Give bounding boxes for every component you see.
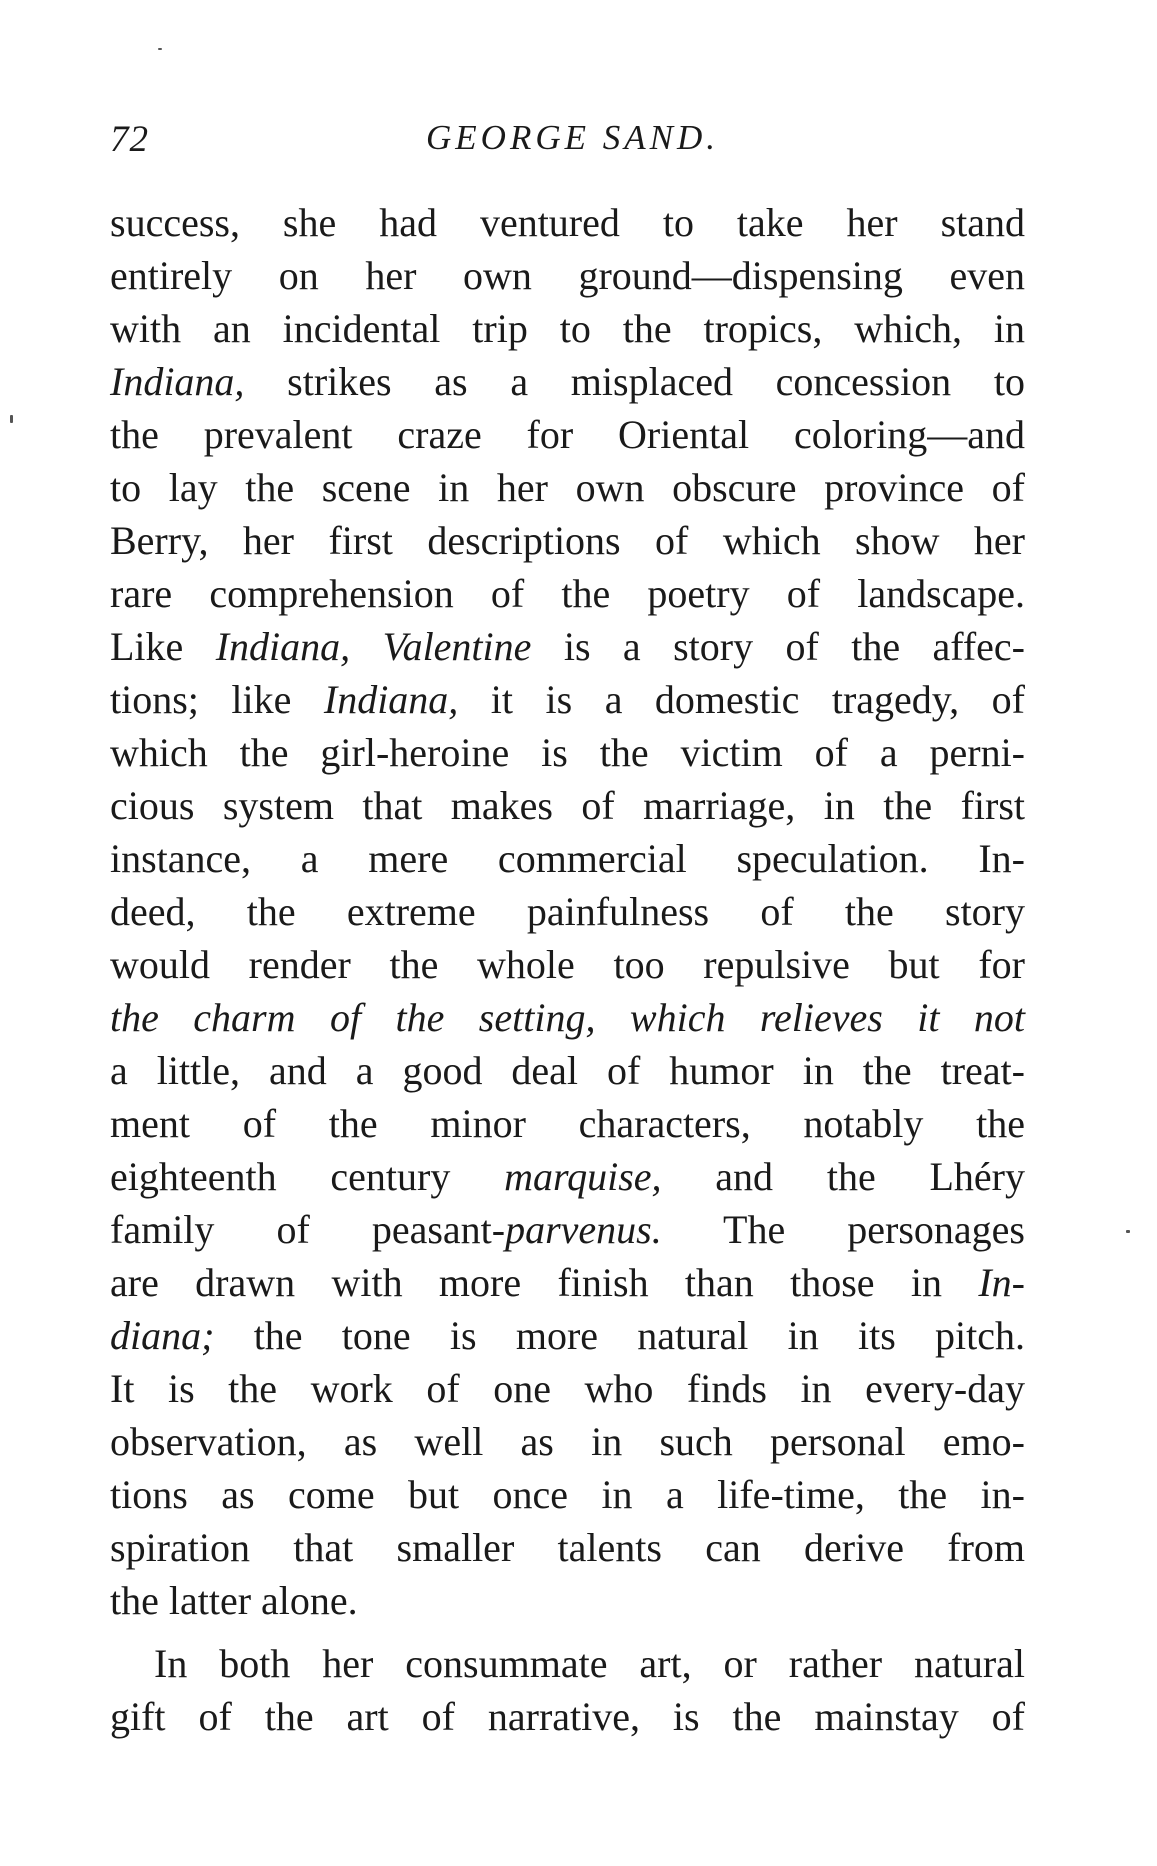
text-run: spiration that smaller talents can derive from bbox=[110, 1525, 1025, 1570]
text-run: strikes as a misplaced concession to bbox=[244, 359, 1025, 404]
italic-text: In- bbox=[978, 1260, 1025, 1305]
text-run: which the girl-heroine is the victim of a perni- bbox=[110, 730, 1025, 775]
text-run: are drawn with more finish than those in bbox=[110, 1260, 979, 1305]
text-run: family of peasant- bbox=[110, 1207, 506, 1252]
text-line bbox=[110, 514, 1025, 567]
text-run: Berry, her first descriptions of which show her bbox=[110, 518, 1025, 563]
paragraph bbox=[110, 1637, 1025, 1743]
text-line bbox=[110, 991, 1025, 1044]
italic-text: Indiana, bbox=[110, 359, 245, 404]
text-run: to lay the scene in her own obscure province of bbox=[110, 465, 1025, 510]
text-run: ment of the minor characters, notably the bbox=[110, 1101, 1025, 1146]
text-run: It is the work of one who finds in every-day bbox=[110, 1366, 1025, 1411]
text-run: and the Lhéry bbox=[661, 1154, 1025, 1199]
page-header bbox=[110, 118, 1035, 168]
text-run: eighteenth century bbox=[110, 1154, 505, 1199]
text-line bbox=[110, 302, 1025, 355]
text-line bbox=[110, 1309, 1025, 1362]
italic-text: Indiana, bbox=[323, 677, 459, 722]
text-line bbox=[110, 779, 1025, 832]
text-run: observation, as well as in such personal emo- bbox=[110, 1419, 1025, 1464]
text-run: gift of the art of narrative, is the mainstay of bbox=[110, 1694, 1025, 1739]
paragraph bbox=[110, 196, 1025, 1627]
text-run: with an incidental trip to the tropics, which, in bbox=[110, 306, 1025, 351]
italic-text: Indiana, Valentine bbox=[215, 624, 532, 669]
text-run: In both her consummate art, or rather natural bbox=[154, 1641, 1025, 1686]
text-line bbox=[110, 567, 1025, 620]
italic-text: diana; bbox=[110, 1313, 215, 1358]
text-line bbox=[110, 1097, 1025, 1150]
text-run: tions as come but once in a life-time, the in- bbox=[110, 1472, 1025, 1517]
text-line bbox=[110, 461, 1025, 514]
text-run: The personages bbox=[661, 1207, 1025, 1252]
text-run: success, she had ventured to take her stand bbox=[110, 200, 1025, 245]
text-run: deed, the extreme painfulness of the story bbox=[110, 889, 1025, 934]
text-run: cious system that makes of marriage, in the first bbox=[110, 783, 1025, 828]
text-line bbox=[110, 1044, 1025, 1097]
text-line bbox=[110, 1521, 1025, 1574]
text-line bbox=[110, 1362, 1025, 1415]
text-line bbox=[110, 885, 1025, 938]
text-line bbox=[110, 408, 1025, 461]
text-run: it is a domestic tragedy, of bbox=[458, 677, 1025, 722]
text-line bbox=[110, 1203, 1025, 1256]
text-run: the latter alone. bbox=[110, 1578, 358, 1623]
italic-text: parvenus. bbox=[505, 1207, 662, 1252]
text-line bbox=[110, 938, 1025, 991]
text-run: rare comprehension of the poetry of landscape. bbox=[110, 571, 1025, 616]
text-line bbox=[110, 832, 1025, 885]
text-run: is a story of the affec- bbox=[531, 624, 1026, 669]
italic-text: marquise, bbox=[504, 1154, 662, 1199]
text-line bbox=[110, 1150, 1025, 1203]
text-line bbox=[110, 1256, 1025, 1309]
text-line bbox=[110, 726, 1025, 779]
text-run: would render the whole too repulsive but for bbox=[110, 942, 1025, 987]
text-line bbox=[110, 620, 1025, 673]
text-run: the prevalent craze for Oriental coloring—and bbox=[110, 412, 1025, 457]
text-run: instance, a mere commercial speculation. In- bbox=[110, 836, 1025, 881]
text-line bbox=[110, 1574, 1025, 1627]
text-run: tions; like bbox=[110, 677, 324, 722]
text-line bbox=[110, 1415, 1025, 1468]
text-line bbox=[110, 249, 1025, 302]
scan-speck bbox=[158, 48, 162, 50]
body-text bbox=[110, 196, 1025, 1743]
text-line bbox=[110, 1468, 1025, 1521]
italic-text: the charm of the setting, which relieves it not bbox=[110, 995, 1025, 1040]
text-line bbox=[110, 1690, 1025, 1743]
scan-speck bbox=[10, 415, 13, 423]
text-line bbox=[110, 673, 1025, 726]
text-run: Like bbox=[110, 624, 216, 669]
running-head: GEORGE SAND. bbox=[426, 118, 719, 157]
text-run: entirely on her own ground—dispensing even bbox=[110, 253, 1025, 298]
page-number: 72 bbox=[110, 119, 149, 160]
text-line bbox=[110, 196, 1025, 249]
text-line bbox=[110, 355, 1025, 408]
text-run: a little, and a good deal of humor in the treat- bbox=[110, 1048, 1025, 1093]
text-line bbox=[110, 1637, 1025, 1690]
scan-speck bbox=[1126, 1230, 1130, 1233]
text-run: the tone is more natural in its pitch. bbox=[214, 1313, 1025, 1358]
